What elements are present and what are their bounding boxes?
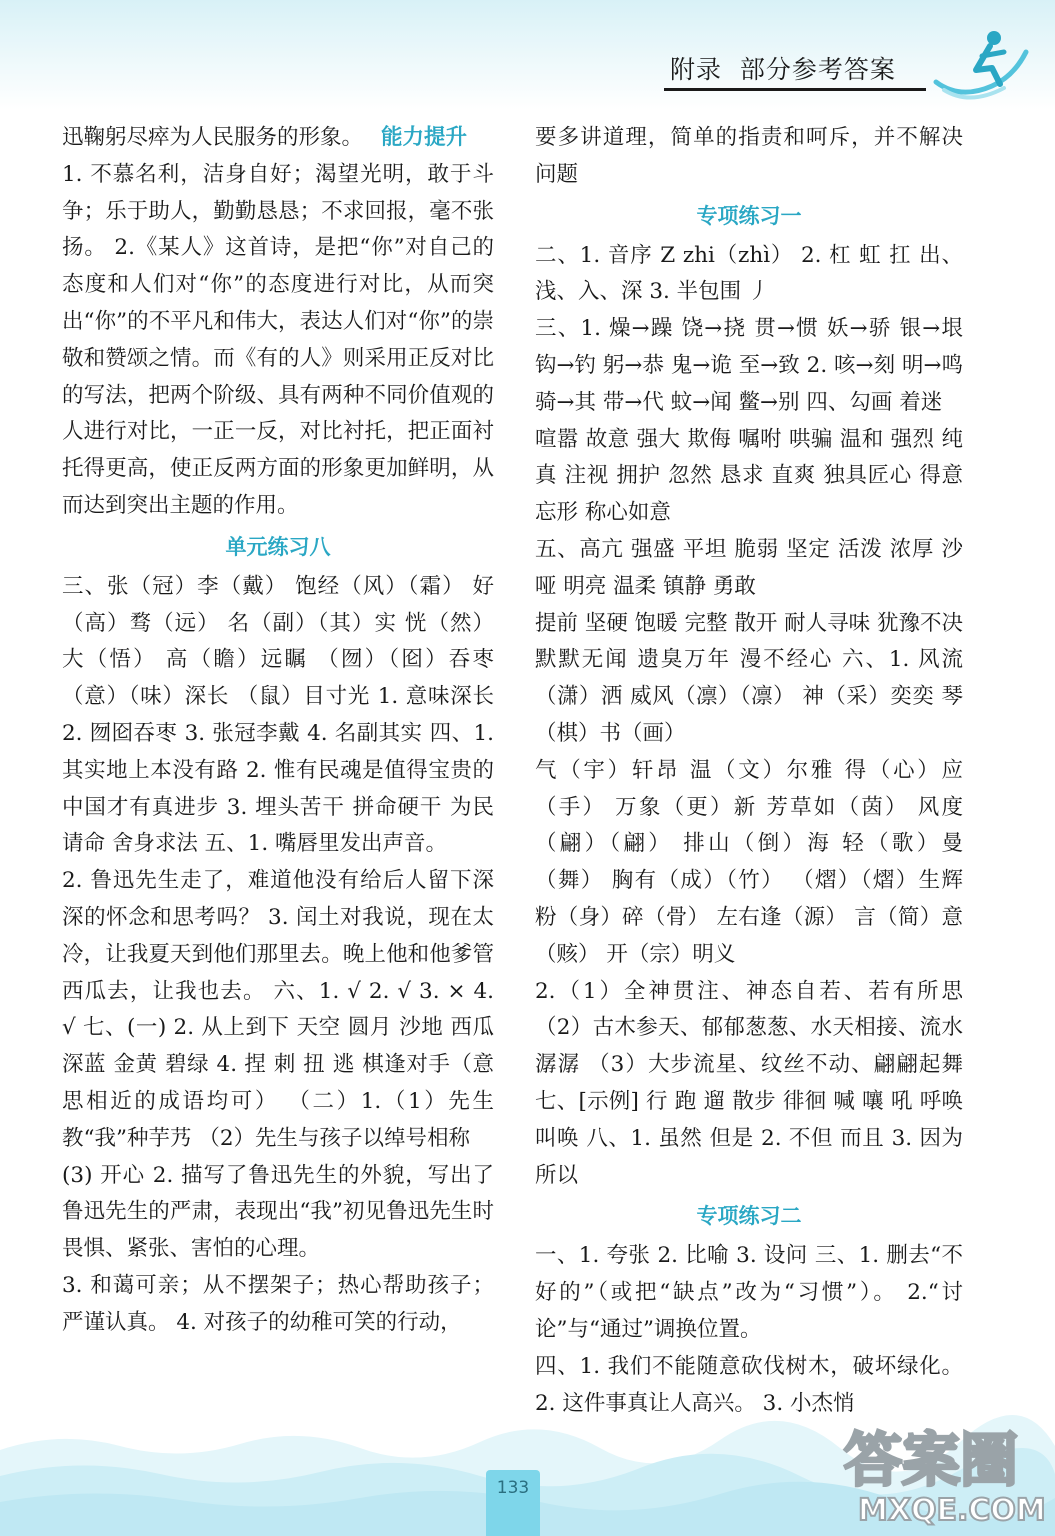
watermark-logo [838, 1408, 1048, 1532]
left-intro-text: 迅鞠躬尽瘁为人民服务的形象。 [62, 125, 364, 150]
left-paragraph-4: (3) 开心 2. 描写了鲁迅先生的外貌，写出了鲁迅先生的严肃，表现出“我”初见鲁迅先生时畏惧、紧张、害怕的心理。 [62, 1162, 494, 1262]
page-header-title: 附录 部分参考答案 [670, 55, 896, 84]
left-paragraph-3: 2. 鲁迅先生走了，难道他没有给后人留下深深的怀念和思考吗？ 3. 闰土对我说，现在太冷，让我夏天到他们那里去。晚上他和他爹管西瓜去，让我也去。 六、1. √ 2. √ 3. × 4. √ 七、(一) 2. 从上到下 天空 圆月 沙地 西瓜 深蓝 金黄 碧绿 4. 捏 刺 扭 逃 棋逢对手（意思相近的成语均可） （二）1.（1）先生教“我”种芋艿 （2）先生与孩子以绰号相称 [62, 868, 494, 1151]
left-intro-paragraph [62, 120, 494, 157]
right-paragraph-2: 三、1. 燥→躁 饶→挠 贯→惯 妖→骄 银→垠 钩→钓 躬→恭 鬼→诡 至→致 2. 咳→刻 明→鸣 骑→其 带→代 蚊→闻 鳖→别 四、勾画 着迷 [535, 316, 963, 415]
watermark-text: 答案圈 [844, 1426, 1019, 1494]
right-paragraph-4: 五、高亢 强盛 平坦 脆弱 坚定 活泼 浓厚 沙哑 明亮 温柔 镇静 勇敢 [535, 536, 963, 599]
unit-exercise-8-heading: 单元练习八 [225, 534, 331, 559]
left-paragraph-2: 三、张（冠）李（戴） 饱经（风）（霜） 好（高）骛（远） 名（副）（其）实 恍（然）大（悟） 高（瞻）远瞩 （囫）（囵）吞枣 （意）（味）深长 （鼠）目寸光 1. 意味深长 2. 囫囵吞枣 3. 张冠李戴 4. 名副其实 四、1. 其实地上本没有路 2. 惟有民魂是值得宝贵的 中国才有真进步 3. 埋头苦干 拼命硬干 为民请命 舍身求法 五、1. 嘴唇里发出声音。 [62, 573, 494, 857]
right-paragraph-6: 气（宇）轩昂 温（文）尔雅 得（心）应（手） 万象（更）新 芳草如（茵） 风度（翩）（翩） 排山（倒）海 轻（歌）曼（舞） 胸有（成）（竹） （熠）（熠）生辉 粉（身）碎（骨） 左右逢（源） 言（简）意（赅） 开（宗）明义 [535, 757, 963, 967]
right-column [535, 120, 963, 1422]
left-paragraph-5: 3. 和蔼可亲；从不摆架子；热心帮助孩子；严谨认真。 4. 对孩子的幼稚可笑的行动， [62, 1272, 494, 1335]
left-column [62, 120, 494, 1342]
runner-logo-icon [930, 22, 1030, 104]
watermark-url: MXQE.COM [858, 1493, 1046, 1528]
right-paragraph-8: 一、1. 夸张 2. 比喻 3. 设问 三、1. 删去“不好的”（或把“缺点”改为“习惯”）。 2.“讨论”与“通过”调换位置。 [535, 1243, 963, 1342]
special-exercise-1-heading: 专项练习一 [696, 203, 802, 228]
right-paragraph-0: 要多讲道理，简单的指责和呵斥，并不解决问题 [535, 125, 963, 187]
page-number: 133 [496, 1478, 530, 1498]
ability-heading: 能力提升 [381, 125, 468, 150]
special-exercise-2-heading: 专项练习二 [696, 1204, 802, 1229]
right-paragraph-3: 喧嚣 故意 强大 欺侮 嘱咐 哄骗 温和 强烈 纯真 注视 拥护 忽然 恳求 直爽 独具匠心 得意忘形 称心如意 [535, 426, 963, 526]
left-paragraph-1: 1. 不慕名利，洁身自好；渴望光明，敢于斗争；乐于助人，勤勤恳恳；不求回报，毫不张扬。 2.《某人》这首诗，是把“你”对自己的态度和人们对“你”的态度进行对比，从而突出“你”的不平凡和伟大，表达人们对“你”的崇敬和赞颂之情。而《有的人》则采用正反对比的写法，把两个阶级、具有两种不同价值观的人进行对比，一正一反，对比衬托，把正面衬托得更高，使正反两方面的形象更加鲜明，从而达到突出主题的作用。 [62, 161, 494, 518]
right-paragraph-9: 四、1. 我们不能随意砍伐树木，破坏绿化。 2. 这件事真让人高兴。 3. 小杰悄 [535, 1353, 963, 1416]
right-paragraph-5: 提前 坚硬 饱暖 完整 散开 耐人寻味 犹豫不决 默默无闻 遗臭万年 漫不经心 六、1. 风流（潇）洒 威风（凛）（凛） 神（采）奕奕 琴（棋）书（画） [535, 610, 964, 746]
header-rule [664, 88, 926, 91]
right-paragraph-1: 二、1. 音序 Z zhi（zhì） 2. 杠 虹 扛 出、浅、入、深 3. 半包围 丿 [535, 242, 963, 305]
right-paragraph-7: 2.（1）全神贯注、神态自若、若有所思 （2）古木参天、郁郁葱葱、水天相接、流水潺潺 （3）大步流星、纹丝不动、翩翩起舞 七、[示例] 行 跑 遛 散步 徘徊 喊 嚷 吼 呼唤 叫唤 八、1. 虽然 但是 2. 不但 而且 3. 因为 所以 [535, 978, 963, 1188]
